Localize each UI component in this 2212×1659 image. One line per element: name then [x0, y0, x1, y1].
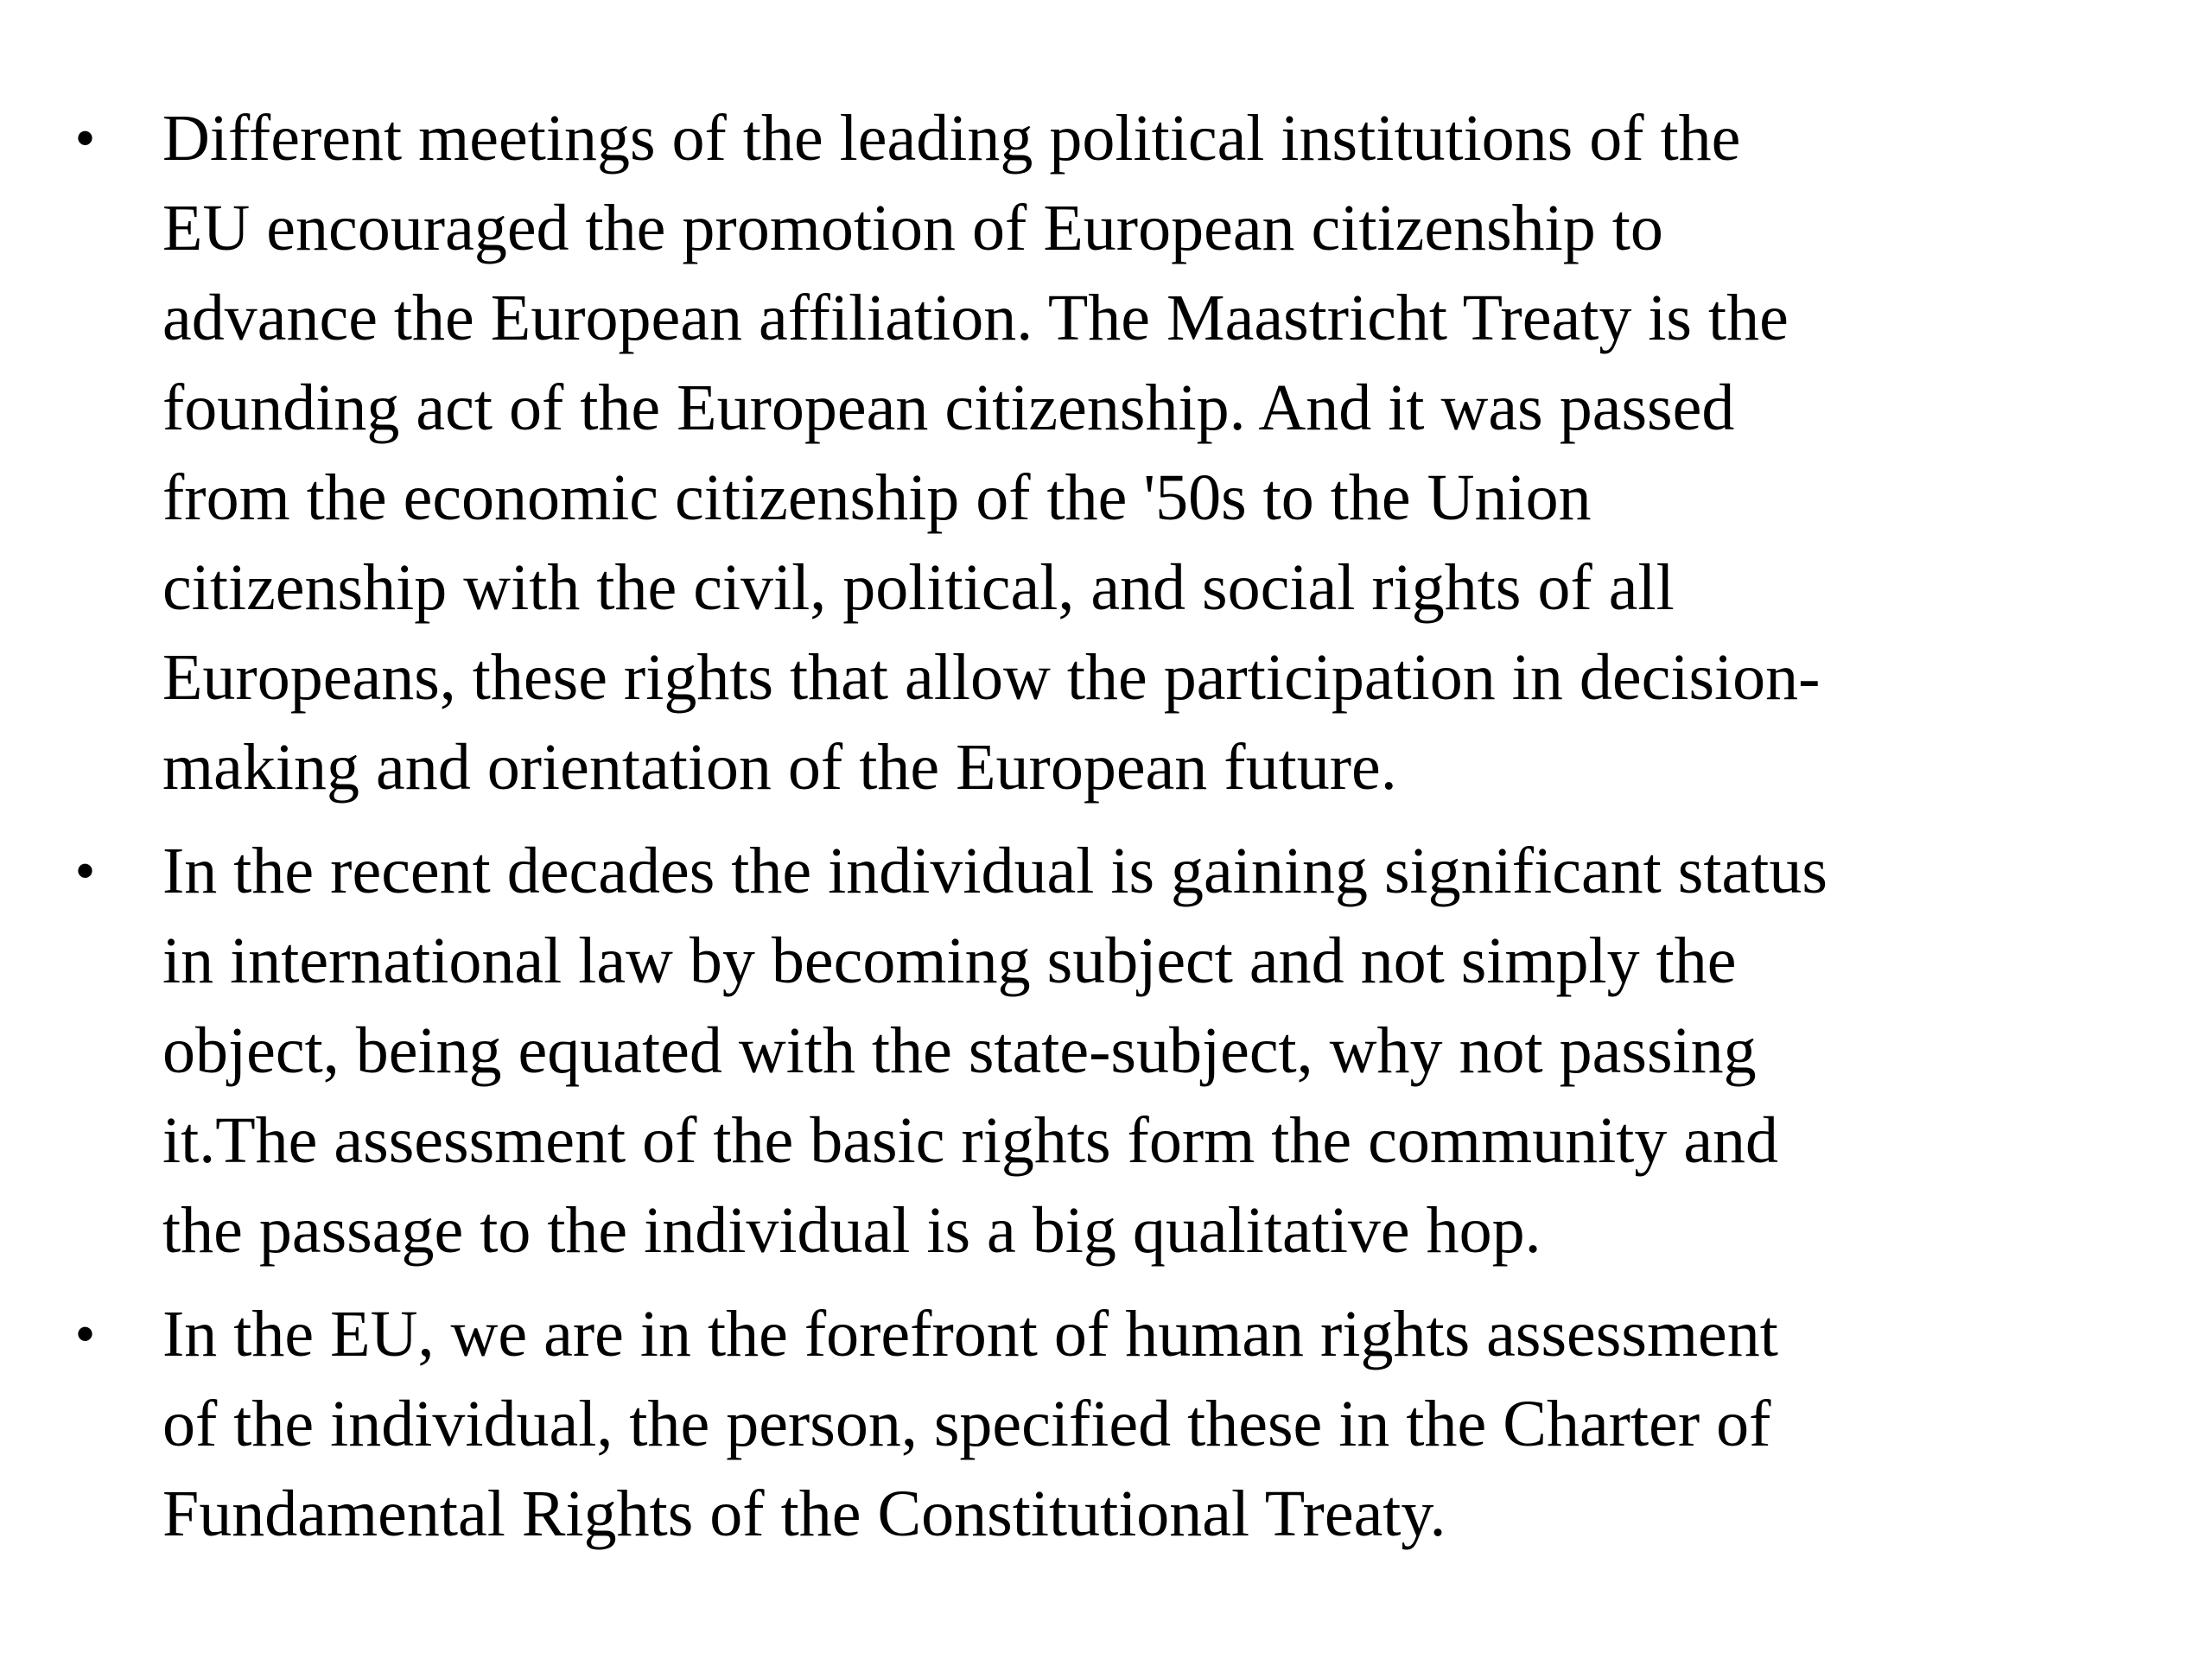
bullet-item	[76, 826, 2089, 1275]
bullet-text: In the recent decades the individual is gaining significant status in international law by becoming subject and not simply the object, being equated with the state-subject, why not passing it.The assessment of the basic rights form the community and the passage to the individual is a big qualitative hop.	[162, 835, 1827, 1267]
bullet-text: Different meetings of the leading political institutions of the EU encouraged the promotion of European citizenship to advance the European affiliation. The Maastricht Treaty is the founding act of the European citizenship. And it was passed from the economic citizenship of the '50s to the Union citizenship with the civil, political, and social rights of all Europeans, these rights that allow the participation in decision- making and orientation of the European future.	[162, 102, 1821, 804]
bullet-item	[76, 1289, 2089, 1559]
bullet-text: In the EU, we are in the forefront of human rights assessment of the individual, the person, specified these in the Charter of Fundamental Rights of the Constitutional Treaty.	[162, 1298, 1778, 1550]
bullet-icon: •	[76, 109, 95, 167]
bullet-icon: •	[76, 842, 95, 899]
bullet-list	[76, 93, 2089, 1559]
bullet-icon: •	[76, 1305, 95, 1363]
bullet-item	[76, 93, 2089, 812]
